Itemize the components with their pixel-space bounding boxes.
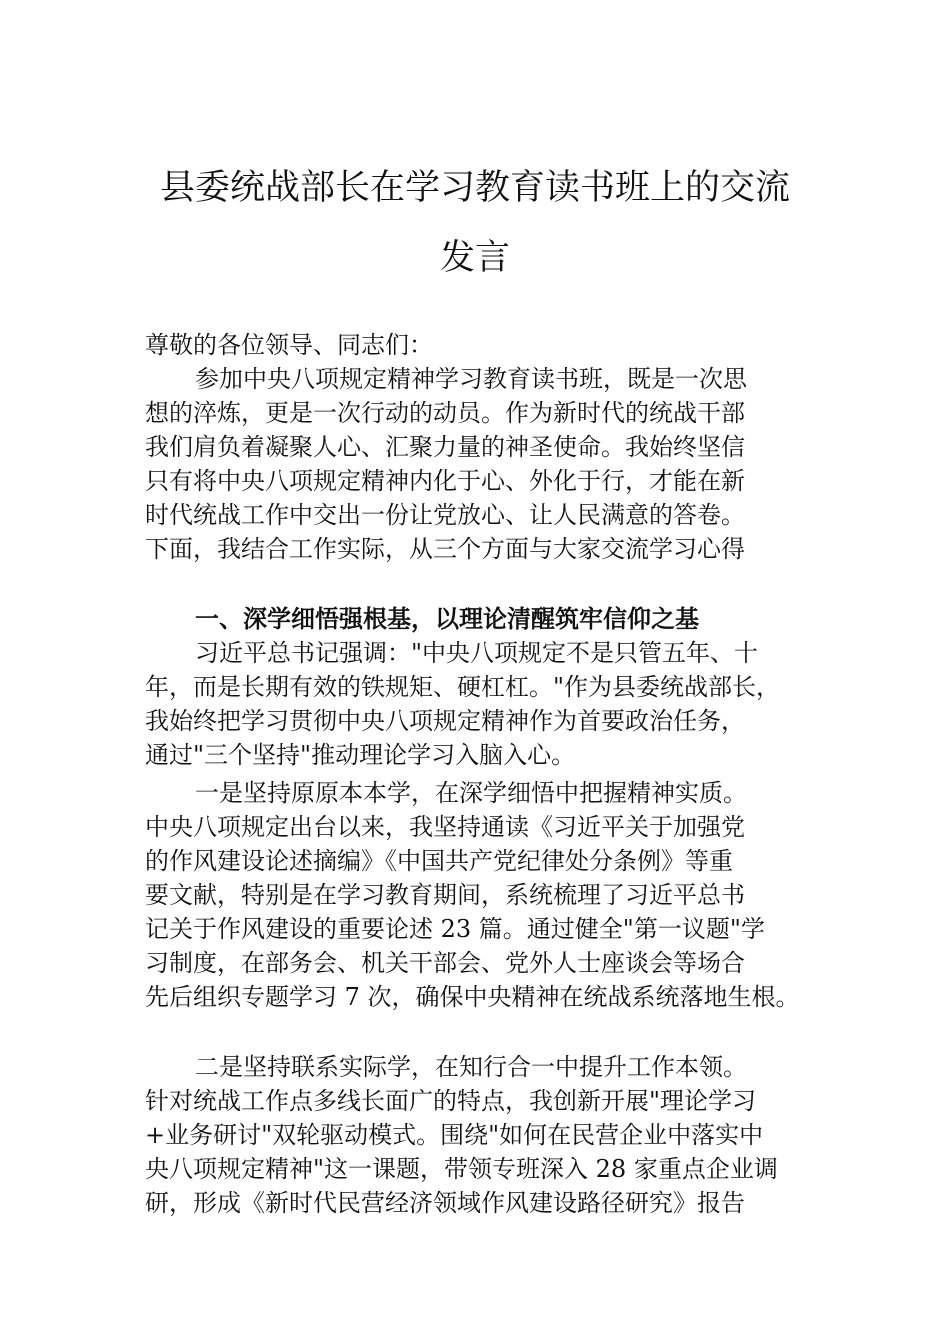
paragraph-line: 的作风建设论述摘编》《中国共产党纪律处分条例》等重 [145,847,733,875]
paragraph-line: 习制度，在部务会、机关干部会、党外人士座谈会等场合 [145,949,745,977]
paragraph-line: 研，形成《新时代民营经济领域作风建设路径研究》报告 [145,1189,745,1217]
paragraph-line: 一是坚持原原本本学，在深学细悟中把握精神实质。 [195,779,747,807]
paragraph-line: 先后组织专题学习 7 次，确保中央精神在统战系统落地生根。 [145,983,800,1011]
salutation: 尊敬的各位领导、同志们： [145,331,433,359]
document-title-line-1: 县委统战部长在学习教育读书班上的交流 [159,168,790,208]
paragraph-line: 习近平总书记强调："中央八项规定不是只管五年、十 [195,639,759,667]
paragraph-line: 想的淬炼，更是一次行动的动员。作为新时代的统战干部 [145,399,745,427]
paragraph-line: 我们肩负着凝聚人心、汇聚力量的神圣使命。我始终坚信 [145,433,745,461]
paragraph-line: 二是坚持联系实际学，在知行合一中提升工作本领。 [195,1053,747,1081]
paragraph-line: 只有将中央八项规定精神内化于心、外化于行，才能在新 [145,467,745,495]
paragraph-line: 中央八项规定出台以来，我坚持通读《习近平关于加强党 [145,813,745,841]
paragraph-line: 通过"三个坚持"推动理论学习入脑入心。 [145,741,576,769]
paragraph-line: 下面，我结合工作实际，从三个方面与大家交流学习心得 [145,535,745,563]
paragraph-line: 记关于作风建设的重要论述 23 篇。通过健全"第一议题"学 [145,915,765,943]
paragraph-line: 央八项规定精神"这一课题，带领专班深入 28 家重点企业调 [145,1155,778,1183]
paragraph-line: 我始终把学习贯彻中央八项规定精神作为首要政治任务， [145,707,745,735]
paragraph-line: 时代统战工作中交出一份让党放心、让人民满意的答卷。 [145,501,745,529]
paragraph-line: 要文献，特别是在学习教育期间，系统梳理了习近平总书 [145,881,745,909]
paragraph-line: 年，而是长期有效的铁规矩、硬杠杠。"作为县委统战部长， [145,673,781,701]
paragraph-line: 针对统战工作点多线长面广的特点，我创新开展"理论学习 [145,1087,757,1115]
section-heading: 一、深学细悟强根基，以理论清醒筑牢信仰之基 [195,604,699,633]
document-title-line-2: 发言 [439,238,510,278]
paragraph-line: 参加中央八项规定精神学习教育读书班，既是一次思 [195,365,747,393]
paragraph-line: +业务研讨"双轮驱动模式。围绕"如何在民营企业中落实中 [145,1121,764,1149]
